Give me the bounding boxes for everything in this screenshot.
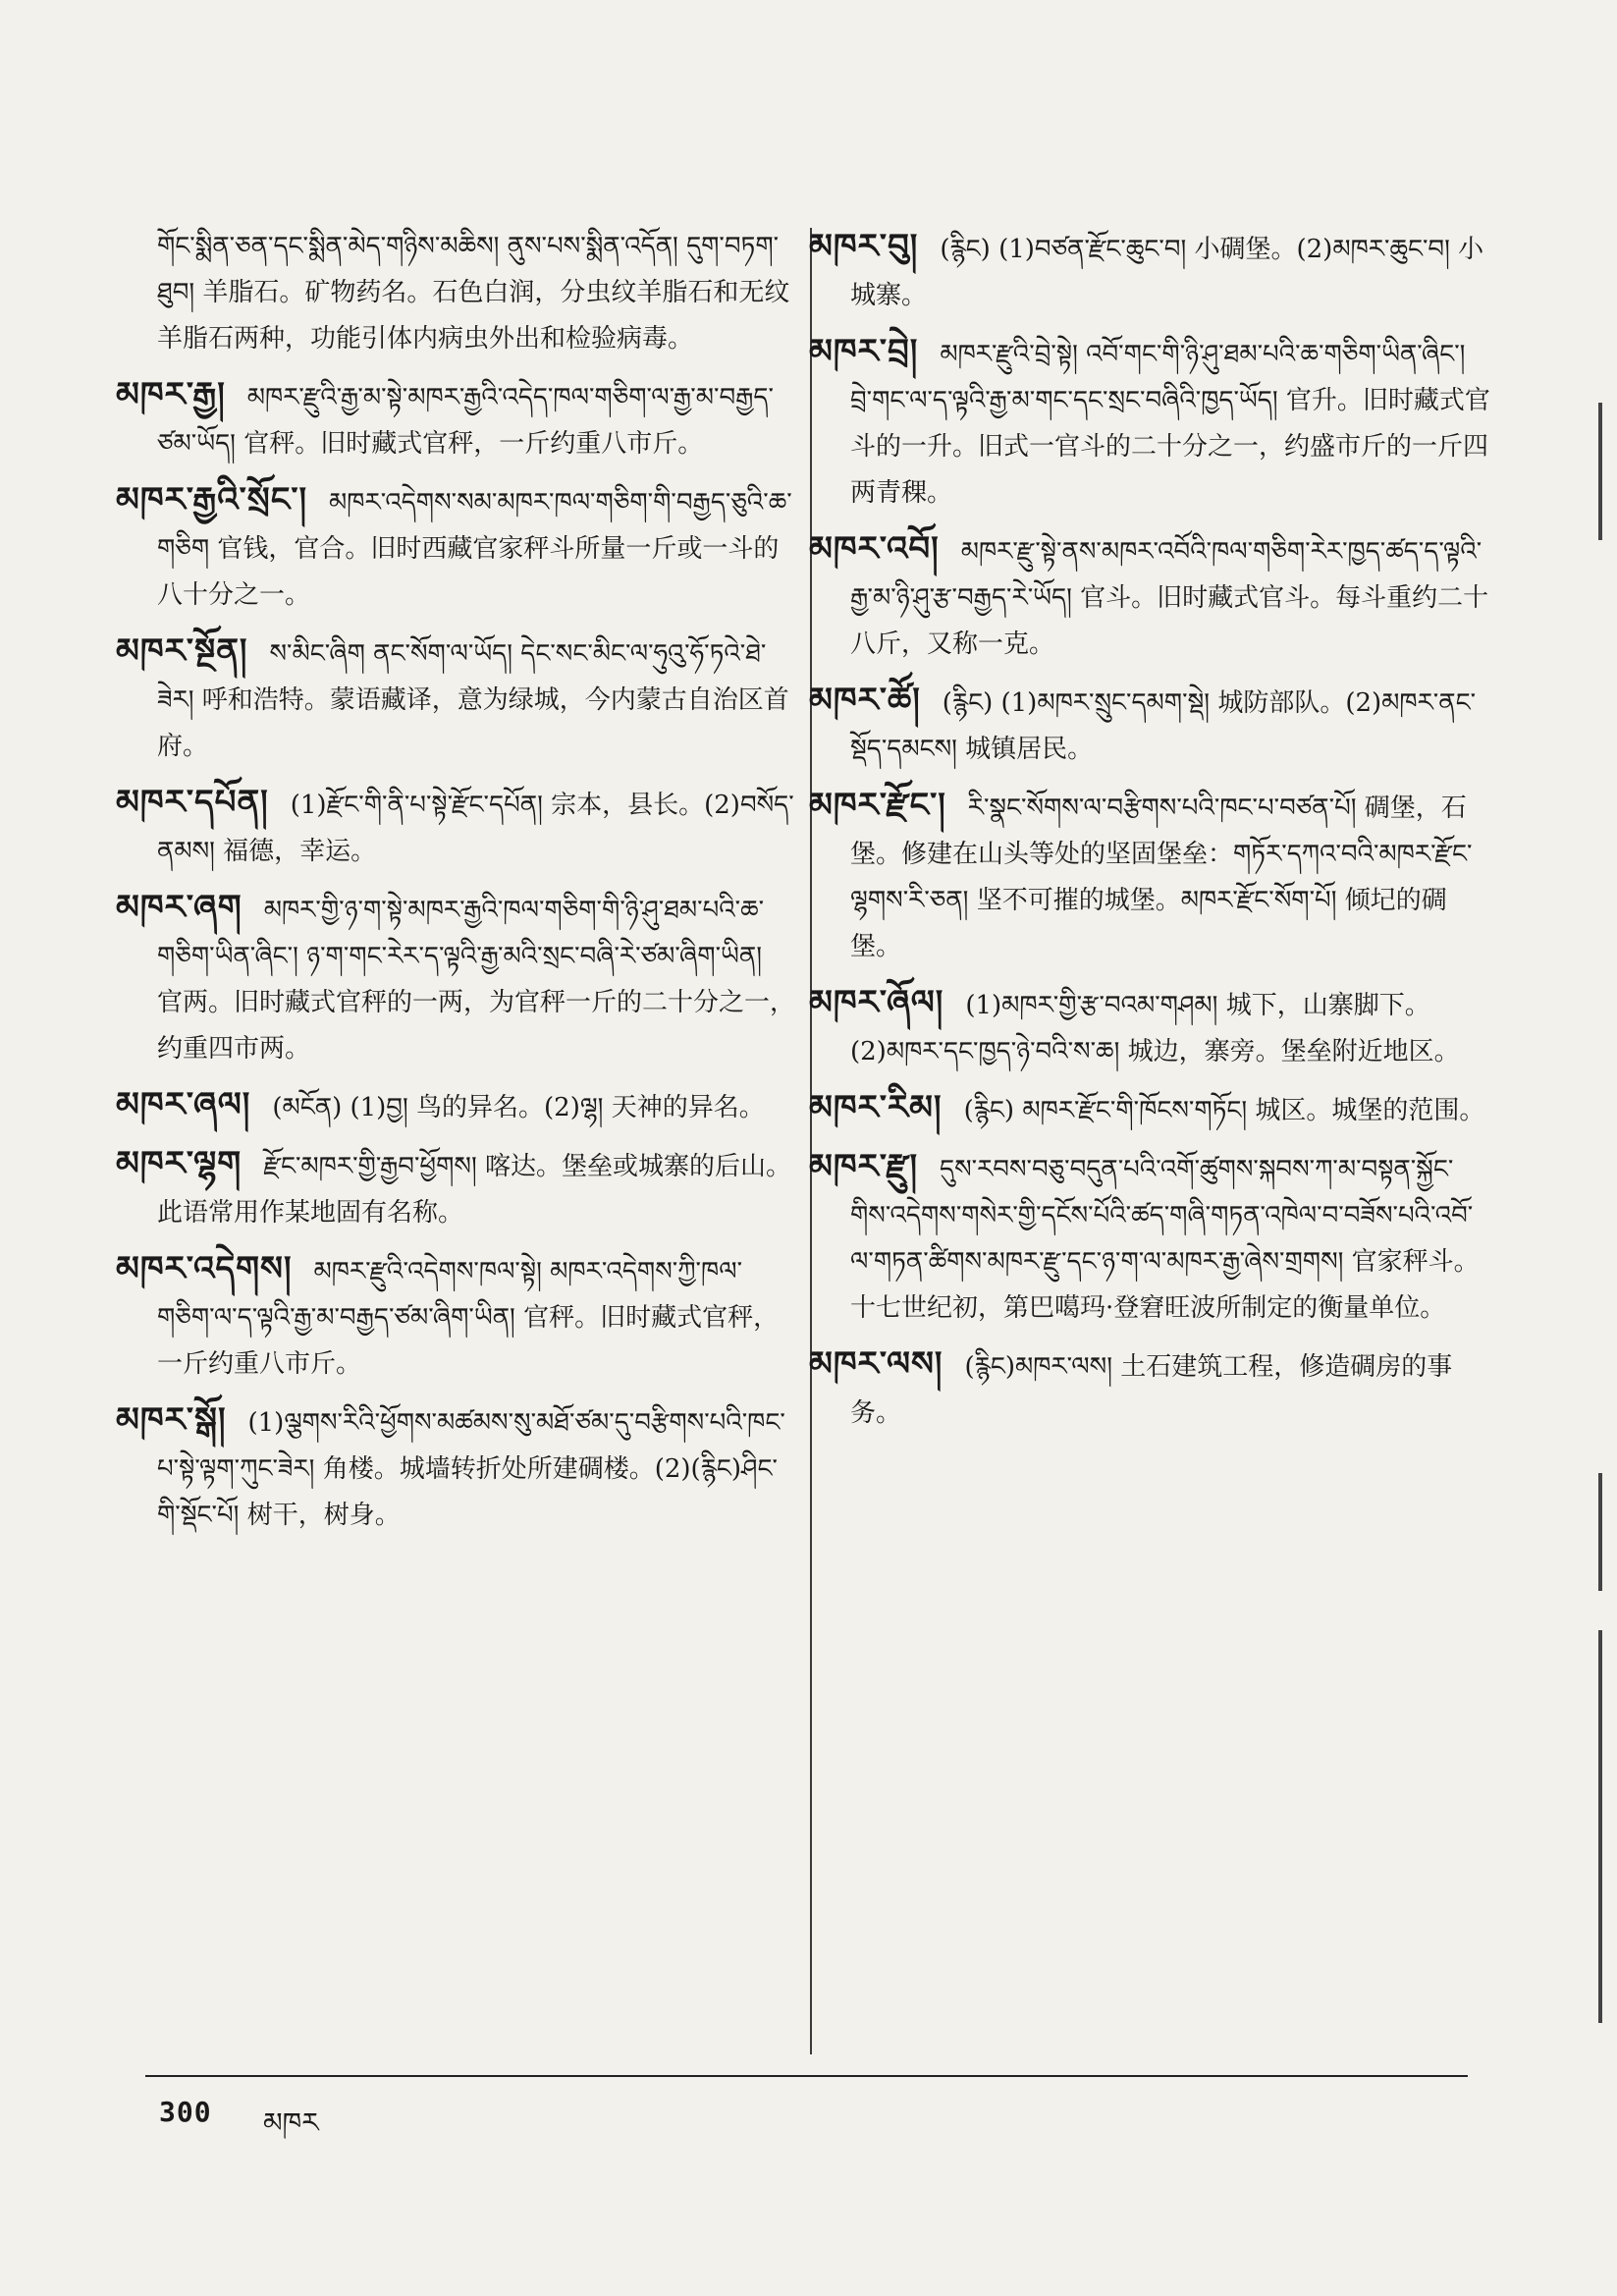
entry-headword: མཁར་བྲེ། bbox=[809, 332, 919, 371]
entry-definition: མཁར་རྫུའི་རྒྱ་མ་སྟེ་མཁར་རྒྱའི་འདེད་ཁལ་གཅིག་ལ་རྒྱ་མ་བརྒྱད་ཙམ་ཡོད། 官秤。旧时藏式官秤，一斤约重八市斤。 bbox=[157, 383, 774, 459]
entry-definition: (1)མཁར་གྱི་རྩ་བའམ་གཤམ། 城下，山寨脚下。(2)མཁར་དང་ཁྱད་ཉེ་བའི་ས་ཆ། 城边，寨旁。堡垒附近地区。 bbox=[850, 991, 1460, 1066]
entry-definition: (རྙིང) (1)བཙན་རྫོང་ཆུང་བ། 小碉堡。(2)མཁར་ཆུང་བ། 小城寨。 bbox=[850, 235, 1484, 310]
dictionary-entry bbox=[809, 980, 1493, 1075]
entry-definition: (1)རྫོང་གི་ནི་པ་སྟེ་རྫོང་དཔོན། 宗本，县长。(2)བསོད་ནམས། 福德，幸运。 bbox=[157, 791, 794, 866]
entry-definition: མཁར་འདེགས་སམ་མཁར་ཁལ་གཅིག་གི་བརྒྱད་ཅུའི་ཆ་གཅིག 官钱，官合。旧时西藏官家秤斗所量一斤或一斗的八十分之一。 bbox=[157, 488, 792, 610]
edge-tab-mark bbox=[1598, 1473, 1602, 1591]
dictionary-entry bbox=[116, 780, 795, 875]
dictionary-entry bbox=[809, 526, 1493, 668]
entry-headword: མཁར་རིམ། bbox=[809, 1088, 943, 1127]
dictionary-entry bbox=[116, 629, 795, 770]
dictionary-entry bbox=[116, 1397, 795, 1539]
edge-tab-mark bbox=[1598, 403, 1602, 540]
entry-headword: མཁར་རྒྱ། bbox=[116, 375, 226, 414]
entry-headword: མཁར་འདེགས། bbox=[116, 1249, 293, 1288]
entry-headword: མཁར་ཞོལ། bbox=[809, 983, 944, 1022]
dictionary-entry bbox=[809, 783, 1493, 970]
dictionary-entry bbox=[809, 678, 1493, 773]
entry-definition: (མངོན) (1)བྱ། 鸟的异名。(2)ལྷ། 天神的异名。 bbox=[272, 1093, 765, 1122]
entry-headword: མཁར་སྔོན། bbox=[116, 631, 248, 671]
entry-headword: མཁར་ཚོ། bbox=[809, 681, 921, 720]
entry-definition: (རྙིང) མཁར་རྫོང་གི་ཁོངས་གཏོང། 城区。城堡的范围。 bbox=[963, 1096, 1485, 1125]
dictionary-entry bbox=[809, 1144, 1493, 1332]
dictionary-entry bbox=[116, 1141, 795, 1236]
entry-headword: མཁར་རྫོང་། bbox=[809, 786, 946, 825]
entry-definition: (1)ལྕགས་རིའི་ཕྱོགས་མཚམས་སུ་མཐོ་ཙམ་དུ་བརྩིགས་པའི་ཁང་པ་སྟེ་ལྟག་ཀུང་ཟེར། 角楼。城墙转折处所建碉楼。(2)(རྙིང)ཤིང་གི་སྡོང་པོ། 树干，树身。 bbox=[157, 1408, 785, 1530]
entry-headword: མཁར་ཞག bbox=[116, 888, 243, 927]
entry-headword: མཁར་རྫུ། bbox=[809, 1147, 919, 1186]
footer-rule bbox=[145, 2075, 1468, 2077]
entry-headword: མཁར་བུ། bbox=[809, 227, 919, 266]
dictionary-entry bbox=[116, 885, 796, 1072]
dictionary-entry bbox=[116, 1246, 795, 1388]
entry-definition: མཁར་རྫུའི་བྲེ་སྟེ། འབོ་གང་གི་ཉི་ཤུ་ཐམ་པའི་ཆ་གཅིག་ཡིན་ཞིང་། བྲེ་གང་ལ་ད་ལྟའི་རྒྱ་མ་གང་དང་སྲང་བཞིའི་ཁྱད་ཡོད། 官升。旧时藏式官斗的一升。旧式一官斗的二十分之一，约盛市斤的一斤四两青稞。 bbox=[850, 340, 1490, 508]
right-column bbox=[809, 224, 1493, 1447]
page-number: 300 bbox=[159, 2096, 212, 2128]
entry-definition: རི་སྣང་སོགས་ལ་བརྩིགས་པའི་ཁང་པ་བཙན་པོ། 碉堡，石堡。修建在山头等处的坚固堡垒：གཏོར་དཀའ་བའི་མཁར་རྫོང་ལྷགས་རི་ཅན། 坚不可摧的城堡。མཁར་རྫོང་སོག་པོ། 倾圮的碉堡。 bbox=[850, 793, 1473, 961]
dictionary-entry bbox=[809, 1085, 1493, 1134]
entry-definition: གོང་སྨིན་ཅན་དང་སྨིན་མེད་གཉིས་མཆིས། ནུས་པས་སྨིན་འདོན། དུག་བཏག་ཐུབ། 羊脂石。矿物药名。石色白润，分虫纹羊脂石和无纹羊脂石两种，功能引体内病虫外出和检验病毒。 bbox=[157, 232, 790, 354]
dictionary-entry bbox=[809, 1341, 1493, 1437]
dictionary-entry bbox=[809, 224, 1493, 319]
dictionary-entry bbox=[157, 224, 795, 362]
entry-headword: མཁར་འབོ། bbox=[809, 529, 940, 569]
entry-definition: རྫོང་མཁར་གྱི་རྒྱབ་ཕྱོགས། 喀达。堡垒或城寨的后山。此语常用作某地固有名称。 bbox=[157, 1152, 791, 1228]
entry-headword: མཁར་ཞལ། bbox=[116, 1085, 251, 1124]
left-column bbox=[116, 224, 796, 1549]
entry-headword: མཁར་སྒོ། bbox=[116, 1400, 227, 1440]
entry-headword: མཁར་ལས། bbox=[809, 1344, 943, 1384]
running-head: མཁར bbox=[263, 2106, 319, 2139]
entry-definition: (རྙིང)མཁར་ལས། 土石建筑工程，修造碉房的事务。 bbox=[850, 1352, 1453, 1428]
entry-headword: མཁར་རྒྱའི་སྲོང་། bbox=[116, 480, 308, 519]
entry-definition: མཁར་རྫུའི་འདེགས་ཁལ་སྟེ། མཁར་འདེགས་ཀྱི་ཁལ་གཅིག་ལ་ད་ལྟའི་རྒྱ་མ་བརྒྱད་ཙམ་ཞིག་ཡིན། 官秤。旧时藏式官秤，一斤约重八市斤。 bbox=[157, 1257, 780, 1379]
entry-definition: དུས་རབས་བཅུ་བདུན་པའི་འགོ་ཚུགས་སྐབས་ཀ་མ་བསྟན་སྐྱོང་གིས་འདེགས་གསེར་གྱི་དངོས་པོའི་ཚད་གཞི་གཏན་འཁེལ་བ་བཟོས་པའི་འབོ་ལ་གཏན་ཚིགས་མཁར་རྫུ་དང་ཉ་ག་ལ་མཁར་རྒྱ་ཞེས་གྲགས། 官家秤斗。十七世纪初，第巴噶玛·登窘旺波所制定的衡量单位。 bbox=[850, 1155, 1480, 1323]
dictionary-entry bbox=[116, 477, 795, 619]
dictionary-entry bbox=[809, 329, 1493, 517]
dictionary-entry bbox=[116, 372, 795, 467]
entry-headword: མཁར་ལྷག bbox=[116, 1144, 243, 1183]
entry-definition: ས་མིང་ཞིག ནང་སོག་ལ་ཡོད། དེང་སང་མིང་ལ་ཧུའུ་ཧོ་ཏའེ་ཐེ་ཟེར། 呼和浩特。蒙语藏译，意为绿城，今内蒙古自治区首府。 bbox=[157, 639, 789, 761]
entry-definition: མཁར་རྫུ་སྟེ་ནས་མཁར་འབོའི་ཁལ་གཅིག་རེར་ཁྱད་ཚད་ད་ལྟའི་རྒྱ་མ་ཉི་ཤུ་རྩ་བརྒྱད་རེ་ཡོད། 官斗。旧时藏式官斗。每斗重约二十八斤，又称一克。 bbox=[850, 537, 1489, 659]
entry-definition: (རྙིང) (1)མཁར་སྲུང་དམག་སྡེ། 城防部队。(2)མཁར་ནང་སྡོད་དམངས། 城镇居民。 bbox=[850, 688, 1477, 764]
entry-headword: མཁར་དཔོན། bbox=[116, 783, 269, 822]
dictionary-entry bbox=[116, 1082, 795, 1131]
entry-definition: མཁར་གྱི་ཉ་ག་སྟེ་མཁར་རྒྱའི་ཁལ་གཅིག་གི་ཉི་ཤུ་ཐམ་པའི་ཆ་གཅིག་ཡིན་ཞིང་། ཉ་ག་གང་རེར་ད་ལྟའི་རྒྱ་མའི་སྲང་བཞི་རེ་ཙམ་ཞིག་ཡིན། 官两。旧时藏式官秤的一两，为官秤一斤的二十分之一，约重四市两。 bbox=[157, 896, 796, 1064]
column-divider bbox=[810, 228, 812, 2054]
edge-tab-mark bbox=[1598, 1630, 1602, 2023]
